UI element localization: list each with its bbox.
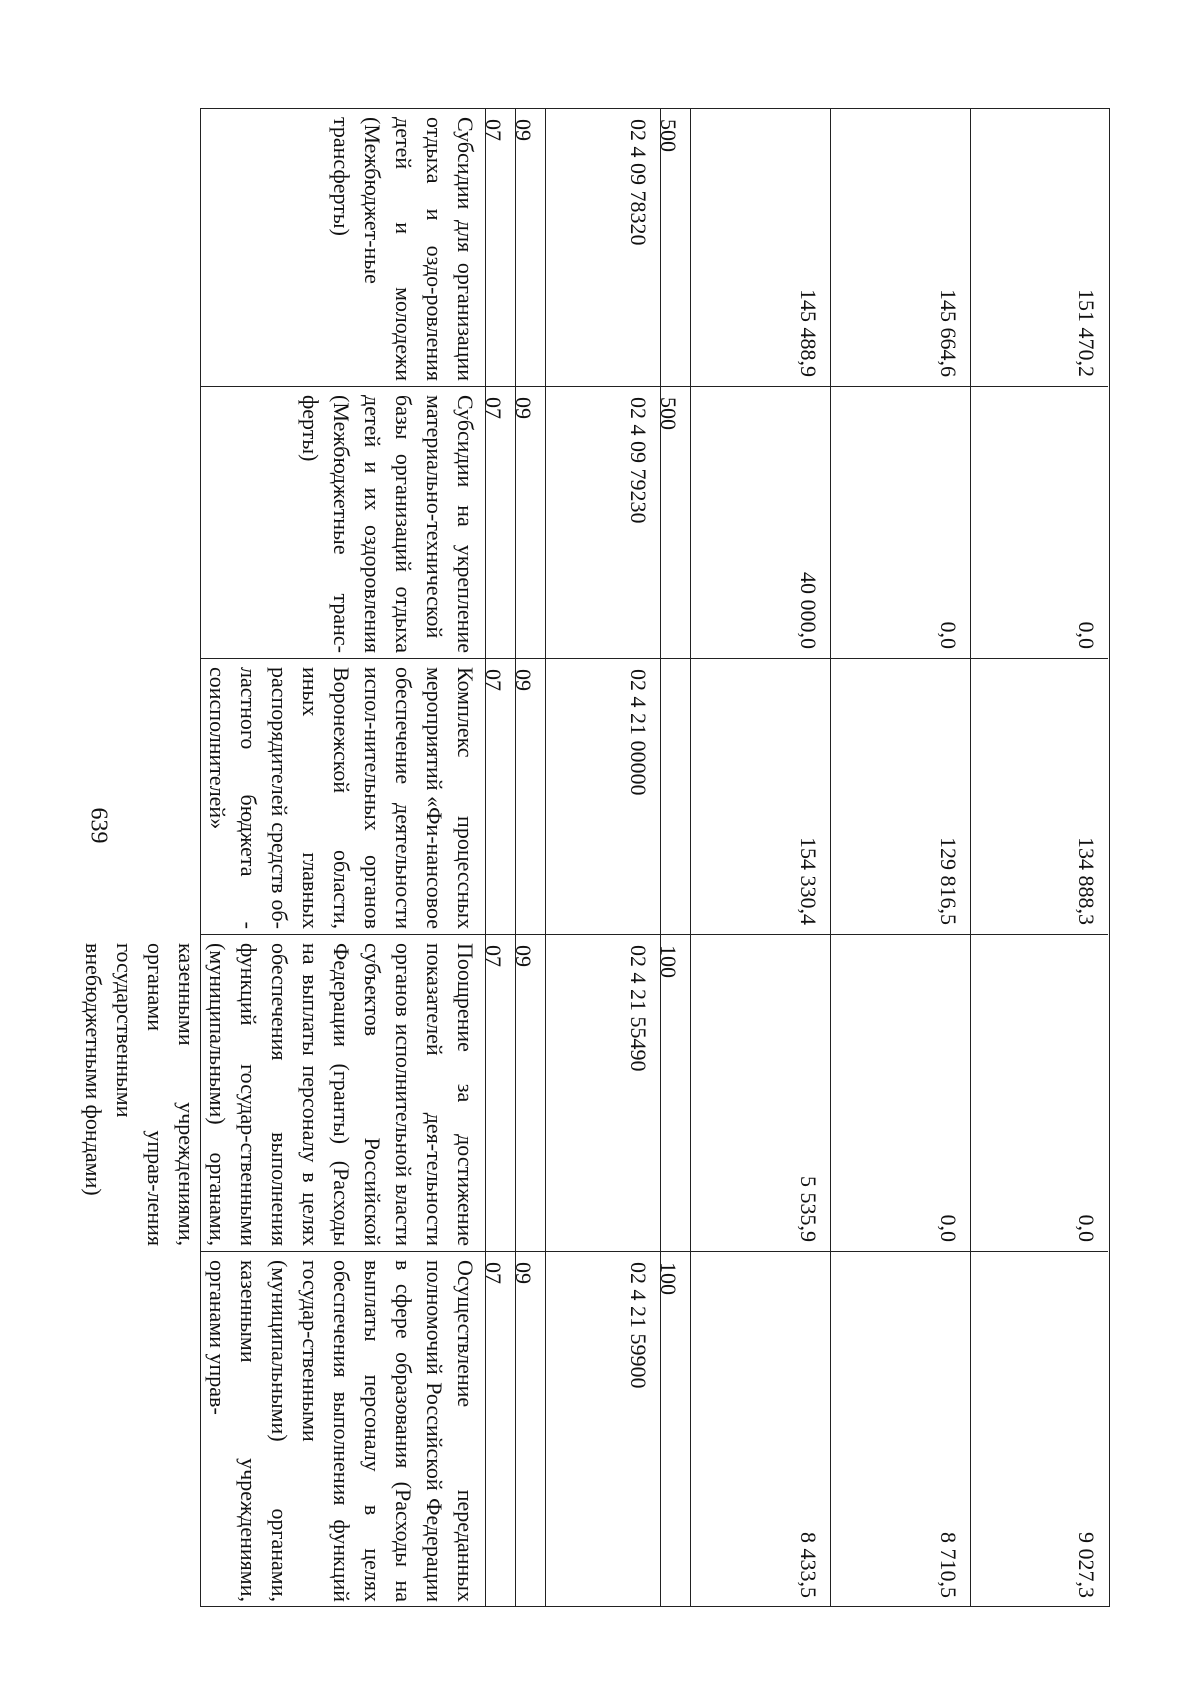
table-cell-sum1 <box>691 109 830 387</box>
table-cell-rz <box>481 659 515 935</box>
cell-text-sum2: 0,0 <box>936 1214 961 1242</box>
table-cell-vr <box>656 387 690 659</box>
table-cell-name <box>81 935 485 1252</box>
table-cell-sum2 <box>831 109 970 387</box>
cell-text-sum3: 151 470,2 <box>1074 289 1099 377</box>
cell-text-sum2: 145 664,6 <box>936 289 961 377</box>
table-cell-sum1 <box>691 935 830 1252</box>
cell-text-sum3: 0,0 <box>1074 621 1099 649</box>
column-csr <box>546 109 661 1606</box>
table-cell-name <box>201 109 485 387</box>
cell-text-vr: 500 <box>656 397 681 430</box>
table-cell-rz <box>481 387 515 659</box>
cell-text-csr: 02 4 09 78320 <box>626 119 651 246</box>
cell-text-name: Субсидии для организации отдыха и оздо-ровления детей и молодежи (Межбюджет-ные трансферты) <box>329 117 478 381</box>
cell-text-rz: 07 <box>481 397 506 419</box>
cell-text-pr: 09 <box>511 397 536 419</box>
cell-text-csr: 02 4 21 55490 <box>626 945 651 1072</box>
page-number-text: 639 <box>85 807 112 843</box>
cell-text-sum3: 9 027,3 <box>1074 1532 1099 1598</box>
table-cell-sum1 <box>691 659 830 935</box>
table-cell-vr <box>656 1252 690 1608</box>
cell-text-vr: 100 <box>656 945 681 978</box>
cell-text-sum3: 134 888,3 <box>1074 837 1099 925</box>
table-cell-sum1 <box>691 1252 830 1608</box>
table-cell-csr <box>546 659 660 935</box>
table-cell-sum2 <box>831 935 970 1252</box>
table-cell-sum2 <box>831 1252 970 1608</box>
column-sum2 <box>831 109 971 1606</box>
table-cell-sum2 <box>831 659 970 935</box>
table-cell-pr <box>511 659 545 935</box>
table-cell-sum3 <box>971 935 1108 1252</box>
cell-text-pr: 09 <box>511 669 536 691</box>
cell-text-vr: 500 <box>656 119 681 152</box>
table-cell-pr <box>511 109 545 387</box>
cell-text-sum2: 129 816,5 <box>936 837 961 925</box>
table-cell-csr <box>546 109 660 387</box>
table-cell-sum1 <box>691 387 830 659</box>
cell-text-sum2: 0,0 <box>936 621 961 649</box>
table-cell-rz <box>481 109 515 387</box>
cell-text-sum2: 8 710,5 <box>936 1532 961 1598</box>
table-cell-sum3 <box>971 1252 1108 1608</box>
table-cell-csr <box>546 1252 660 1608</box>
table-cell-sum3 <box>971 109 1108 387</box>
table-cell-sum3 <box>971 387 1108 659</box>
cell-text-sum1: 154 330,4 <box>796 837 821 925</box>
cell-text-rz: 07 <box>481 119 506 141</box>
cell-text-sum1: 8 433,5 <box>796 1532 821 1598</box>
table-cell-csr <box>546 387 660 659</box>
cell-text-pr: 09 <box>511 119 536 141</box>
cell-text-name: Поощрение за достижение показателей дея-тельности органов исполнительной власти субъектов Российской Федерации (гранты) (Расходы на выплаты персоналу в целях обеспечения выполнения функций государ-ственными (муниципальными) органами, казенными учреждениями, органами управ-ления государственными внебюджетными фондами) <box>81 943 478 1246</box>
cell-text-sum1: 40 000,0 <box>796 572 821 649</box>
table-cell-pr <box>511 1252 545 1608</box>
cell-text-sum3: 0,0 <box>1074 1214 1099 1242</box>
cell-text-vr: 100 <box>656 1262 681 1295</box>
cell-text-name: Комплекс процессных мероприятий «Фи-нансовое обеспечение деятельности испол-нительных органов Воронежской области, иных главных распорядителей средств об-ластного бюджета - соисполнителей» <box>205 667 478 929</box>
cell-text-vr <box>660 659 690 935</box>
table-cell-name <box>201 387 485 659</box>
table-cell-csr <box>546 935 660 1252</box>
table-cell-rz <box>481 935 515 1252</box>
table-cell-name <box>201 1252 485 1608</box>
cell-text-rz: 07 <box>481 1262 506 1284</box>
cell-text-rz: 07 <box>481 669 506 691</box>
table-cell-sum2 <box>831 387 970 659</box>
table-cell-pr <box>511 935 545 1252</box>
table-cell-vr <box>656 109 690 387</box>
table-cell-sum3 <box>971 659 1108 935</box>
cell-text-csr: 02 4 21 59900 <box>626 1262 651 1389</box>
table-cell-rz <box>481 1252 515 1608</box>
table-cell-pr <box>511 387 545 659</box>
cell-text-csr: 02 4 09 79230 <box>626 397 651 524</box>
cell-text-csr: 02 4 21 00000 <box>626 669 651 796</box>
column-sum3 <box>971 109 1108 1606</box>
page-number <box>85 780 111 870</box>
column-vr <box>656 109 691 1606</box>
cell-text-pr: 09 <box>511 945 536 967</box>
column-rz <box>481 109 516 1606</box>
cell-text-name: Субсидии на укрепление материально-технической базы организаций отдыха детей и их оздоровления (Межбюджетные транс-ферты) <box>298 395 478 653</box>
table-cell-vr <box>661 659 690 935</box>
cell-text-sum1: 145 488,9 <box>796 289 821 377</box>
table-cell-name <box>201 659 485 935</box>
column-sum1 <box>691 109 831 1606</box>
cell-text-sum1: 5 535,9 <box>796 1176 821 1242</box>
table-cell-vr <box>656 935 690 1252</box>
cell-text-rz: 07 <box>481 945 506 967</box>
cell-text-pr: 09 <box>511 1262 536 1284</box>
column-pr <box>511 109 546 1606</box>
cell-text-name: Осуществление переданных полномочий Российской Федерации в сфере образования (Расходы на выплаты персоналу в целях обеспечения выполнения функций государ-ственными (муниципальными) органами, казенными учреждениями, органами управ- <box>205 1260 478 1602</box>
